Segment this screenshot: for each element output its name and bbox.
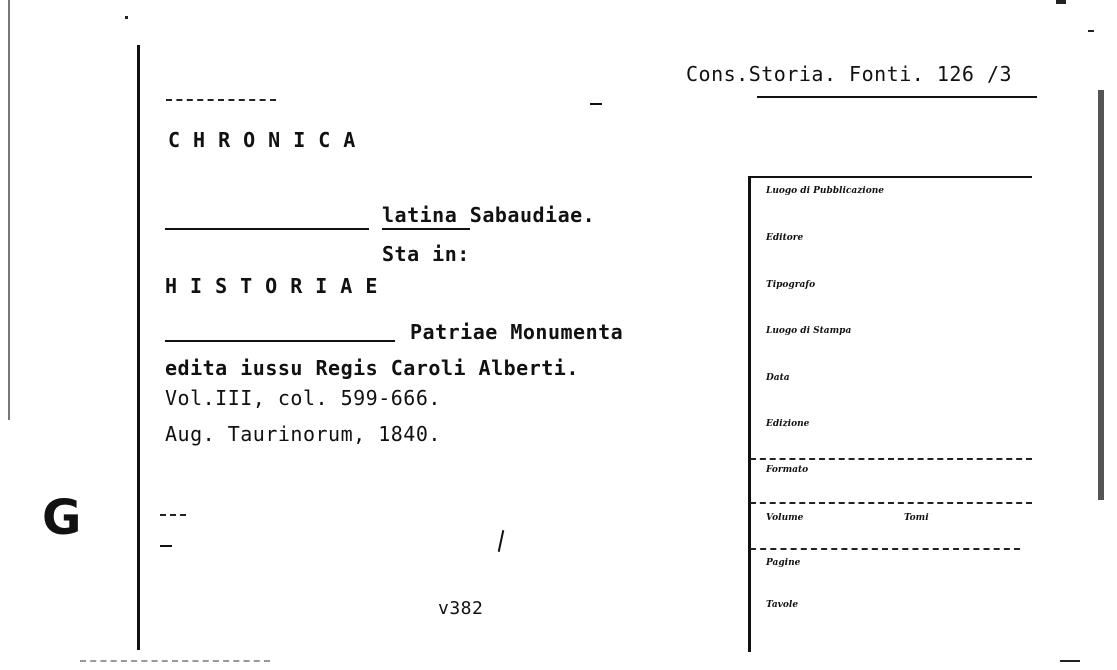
field-volume: Volume <box>766 513 804 523</box>
form-divider-2 <box>750 502 1032 504</box>
edge-speck-1 <box>1088 30 1094 32</box>
stray-dash-4 <box>160 514 186 516</box>
field-data: Data <box>766 373 790 383</box>
edge-speck-2 <box>1056 0 1066 4</box>
volume-line: Vol.III, col. 599-666. <box>165 386 441 410</box>
field-formato: Formato <box>766 465 809 475</box>
field-pagine: Pagine <box>766 558 801 568</box>
blank-rule-2 <box>165 340 395 342</box>
stray-dash-2 <box>590 103 602 105</box>
blank-rule-1 <box>165 228 369 230</box>
patriae-line: Patriae Monumenta <box>410 320 624 344</box>
stray-stroke <box>498 530 505 552</box>
edita-line: edita iussu Regis Caroli Alberti. <box>165 356 579 380</box>
card-left-border <box>137 45 140 650</box>
field-tavole: Tavole <box>766 600 799 610</box>
form-panel-top <box>750 176 1032 178</box>
field-tipografo: Tipografo <box>766 280 816 290</box>
place-line: Aug. Taurinorum, 1840. <box>165 422 441 446</box>
field-editore: Editore <box>766 233 804 243</box>
field-edizione: Edizione <box>766 419 810 429</box>
section-letter: G <box>42 490 82 546</box>
bottom-edge-dash <box>80 660 270 662</box>
stamp-number: v382 <box>438 598 484 619</box>
left-margin-line <box>8 0 10 420</box>
field-luogo-pubblicazione: Luogo di Pubblicazione <box>766 186 884 196</box>
edge-speck-3 <box>1060 660 1080 662</box>
title-underline <box>382 228 470 230</box>
sta-in-line: Sta in: <box>382 242 470 266</box>
collection-reference: Cons.Storia. Fonti. 126 /3 <box>686 62 1013 86</box>
card-right-edge <box>1098 90 1104 500</box>
form-panel-border <box>748 176 751 652</box>
heading-chronica: CHRONICA <box>168 128 369 152</box>
field-tomi: Tomi <box>904 513 929 523</box>
field-luogo-stampa: Luogo di Stampa <box>766 326 852 336</box>
title-line: latina Sabaudiae. <box>382 203 596 227</box>
edge-speck-4 <box>125 16 128 19</box>
form-divider-1 <box>750 458 1032 460</box>
collection-underline <box>757 96 1037 98</box>
stray-dash-3 <box>160 545 172 547</box>
stray-dash-1 <box>166 99 276 101</box>
form-divider-3 <box>750 548 1020 550</box>
heading-historiae: HISTORIAE <box>165 274 391 298</box>
